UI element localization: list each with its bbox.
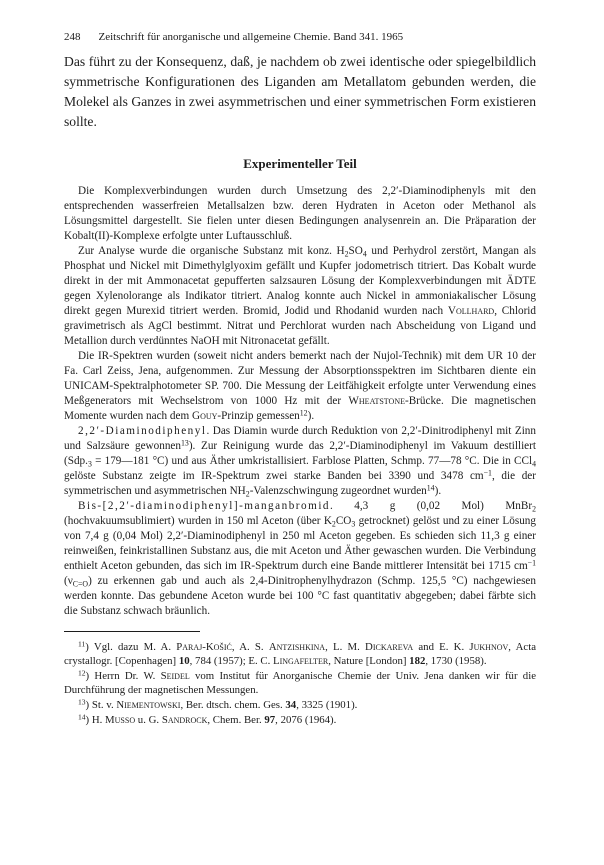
subscript: C=O: [72, 579, 89, 589]
lead-paragraph: Das führt zu der Konsequenz, daß, je nachdem ob zwei identische oder spiegelbildlich symmetrische Konfigurationen des Liganden am Metallatom gebunden werden, die Molekel als Ganzes in zwei asymmetrischen und einer symmetrischen Form existieren sollte.: [64, 54, 536, 129]
footnote-number-paren: ): [85, 714, 92, 726]
text-run: , A. S.: [231, 641, 269, 653]
footnote-number: 11: [78, 639, 86, 649]
author-name: Jukhnov: [469, 641, 509, 653]
text-run: , Chlorid gravimetrisch als AgCl bestimmt. Nitrat und Perchlorat wurden nach Abscheidung von Ligand und Metallion durch verdünntes NaOH mit Nitronacetat gefällt.: [64, 305, 536, 347]
text-run: ). Zur Reinigung wurde das 2,2′-Diaminodiphenyl im Vakuum destilliert (Sdp.: [64, 440, 536, 467]
journal-title: Zeitschrift für anorganische und allgemeine Chemie. Band 341. 1965: [98, 31, 404, 43]
text-run: (ν: [64, 575, 73, 587]
author-name: Musso: [105, 714, 136, 726]
text-run: , Acta crystallogr. [Copenhagen]: [64, 641, 536, 667]
text-run: und Perhydrol zerstört, Mangan als Phosphat und Nickel mit Dimethylglyoxim gefällt und Kupfer jodometrisch titriert. Das Kobalt wurde direkt in der mit Ammonacetat gepufferten salzsauren Lösung der Komplexverbindungen mit ÄDTE gegen Xylenolorange als Indikator titriert. Analog konnte auch Nickel in ammoniakalischer Lösung direkt gegen Murexid titriert werden. Bromid, Jodid und Rhodanid wurden nach: [64, 245, 536, 317]
author-name: Seidel: [160, 670, 190, 682]
text-run: gelöste Substanz zeigte im IR-Spektrum zwei starke Banden bei 3390 und 3478 cm: [64, 470, 484, 482]
superscript: 13: [180, 438, 189, 448]
text-run: , Nature [London]: [328, 655, 410, 667]
author-name: Paraj-Košić: [176, 641, 232, 653]
text-run: . 4,3 g (0,02 Mol) MnBr: [330, 500, 533, 512]
text-run: St. v.: [91, 699, 117, 711]
text-run: -Prinzip gemessen: [217, 410, 300, 422]
text-run: -Brücke. Die magnetischen Momente wurden nach dem: [64, 395, 536, 422]
footnote-number-paren: ): [85, 641, 94, 653]
author-name: Sandrock: [161, 714, 208, 726]
body-paragraph: [64, 499, 536, 619]
body-paragraph: [64, 244, 536, 349]
subscript: 2: [245, 489, 250, 499]
author-name: Vollhard: [447, 305, 495, 317]
body-paragraph: [64, 184, 536, 244]
subscript: 3: [87, 459, 92, 469]
compound-heading: Bis-[2,2′-diaminodiphenyl]-manganbromid: [78, 500, 331, 512]
text-run: H.: [91, 714, 106, 726]
subscript: 3: [351, 519, 356, 529]
text-run: vom Institut für Anorganische Chemie der Univ. Jena danken wir für die Durchführung der magnetischen Messungen.: [64, 670, 536, 696]
subscript: 2: [331, 519, 336, 529]
text-run: CO: [335, 515, 352, 527]
text-run: ).: [307, 410, 315, 422]
running-head: [64, 30, 403, 44]
footnote: [64, 713, 536, 727]
footnote-number: 14: [78, 712, 86, 722]
subscript: 2: [532, 504, 536, 514]
text-run: , 3325 (1901).: [296, 699, 358, 711]
footnote-number-paren: ): [85, 699, 92, 711]
text-run: ).: [434, 485, 442, 497]
footnote-number: 13: [78, 697, 86, 707]
text-run: , 784 (1957); E. C.: [189, 655, 274, 667]
subscript: 4: [532, 459, 536, 469]
author-name: Gouy: [192, 410, 218, 422]
superscript: 14: [426, 483, 435, 493]
text-run: , L. M.: [325, 641, 366, 653]
text-run: u. G.: [135, 714, 162, 726]
volume-number: 97: [264, 714, 276, 726]
footnote: [64, 640, 536, 668]
body-paragraph: [64, 349, 536, 424]
section-heading: Experimenteller Teil: [243, 156, 357, 171]
subscript: 4: [362, 249, 367, 259]
text-run: , die der symmetrischen und asymmetrischen NH: [64, 470, 536, 497]
footnote-number: 12: [78, 668, 86, 678]
text-run: ) zu erkennen gab und auch als 2,4-Dinitrophenylhydrazon (Schmp. 125,5 °C) nachgewiesen werden konnte. Das gebundene Aceton wurde bei 100 °C fast quantitativ abgegeben; dabei färbte sich die Substanz schwach bräunlich.: [64, 575, 536, 617]
author-name: Antzishkina: [268, 641, 326, 653]
volume-number: 182: [409, 655, 426, 667]
text-run: , Ber. dtsch. chem. Ges.: [180, 699, 286, 711]
experimental-section-body: [64, 184, 536, 619]
author-name: Niementowski: [116, 699, 181, 711]
text-run: Vgl. dazu M. A.: [93, 641, 177, 653]
footnote: [64, 669, 536, 697]
footnote-number-paren: ): [85, 670, 95, 682]
text-run: Die IR-Spektren wurden (soweit nicht anders bemerkt nach der Nujol-Technik) mit dem UR 10 der Fa. Carl Zeiss, Jena, aufgenommen. Zur Messung der Absorptionsspektren im Sichtbaren diente ein UNICAM-Spektralphotometer SP. 700. Die Messung der Leitfähigkeit erfolgte unter Verwendung eines Meßgenerators mit Wechselstrom von 1000 Hz mit der: [64, 350, 536, 407]
text-run: getrocknet) gelöst und zu einer Lösung von 7,4 g (0,04 Mol) 2,2′-Diaminodiphenyl in 250 ml Aceton gegeben. Es schieden sich 11,3 g einer reinweißen, feinkristallinen Substanz aus, die mit Aceton und Äther gewaschen wurden. Die Verbindung enthielt Aceton gebunden, das sich im IR-Spektrum durch eine Bande mittlerer Intensität bei 1715 cm: [64, 515, 536, 572]
text-run: = 179—181 °C) und aus Äther umkristallisiert. Farblose Platten, Schmp. 77—78 °C. Die in CCl: [91, 455, 533, 467]
page-number: 248: [64, 31, 81, 43]
text-run: (hochvakuumsublimiert) wurden in 150 ml Aceton (über K: [64, 515, 332, 527]
author-name: Wheatstone: [348, 395, 405, 407]
text-run: SO: [348, 245, 363, 257]
text-run: Die Komplexverbindungen wurden durch Umsetzung des 2,2′-Diaminodiphenyls mit den entsprechenden wasserfreien Metallsalzen bzw. deren Hydraten in Aceton oder Methanol als Lösungsmittel dargestellt. Sie fielen unter diesen Bedingungen analysenrein an. Die Präparation der Kobalt(II)-Komplexe erfolgte unter Luftausschluß.: [64, 185, 536, 242]
text-run: , Chem. Ber.: [207, 714, 265, 726]
superscript: −1: [527, 558, 536, 568]
text-run: Zur Analyse wurde die organische Substanz mit konz. H: [78, 245, 345, 257]
footnote-rule: [64, 631, 200, 632]
volume-number: 10: [178, 655, 190, 667]
superscript: 12: [299, 408, 308, 418]
text-run: , 2076 (1964).: [275, 714, 337, 726]
footnote: [64, 698, 536, 712]
volume-number: 34: [285, 699, 297, 711]
text-run: -Valenzschwingung zugeordnet wurden: [249, 485, 427, 497]
text-run: , 1730 (1958).: [425, 655, 487, 667]
author-name: Lingafelter: [273, 655, 329, 667]
text-run: Herrn Dr. W.: [94, 670, 161, 682]
compound-heading: 2,2′-Diaminodiphenyl: [78, 425, 207, 437]
subscript: 2: [344, 249, 349, 259]
text-column: [64, 52, 536, 728]
author-name: Dickareva: [365, 641, 414, 653]
superscript: −1: [483, 468, 492, 478]
body-paragraph: [64, 424, 536, 499]
text-run: . Das Diamin wurde durch Reduktion von 2,2′-Dinitrodiphenyl mit Zinn und Salzsäure gewonnen: [64, 425, 536, 452]
footnotes: [64, 640, 536, 727]
text-run: and E. K.: [413, 641, 470, 653]
